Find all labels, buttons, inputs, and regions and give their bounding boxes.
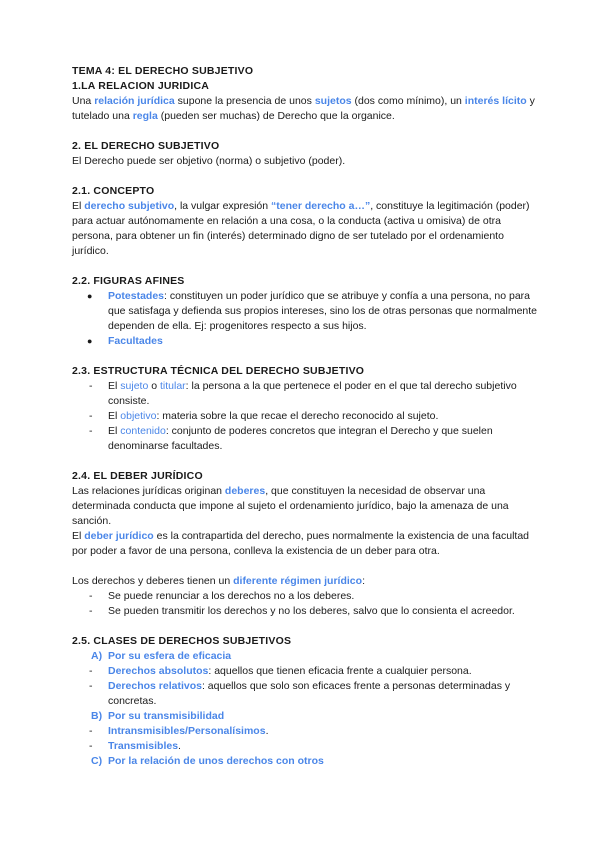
eficacia-list	[72, 664, 542, 709]
section-2-5-heading: 2.5. CLASES DE DERECHOS SUBJETIVOS	[72, 635, 292, 647]
section-2-1-paragraph: El derecho subjetivo, la vulgar expresión “tener derecho a…”, constituye la legitimación (poder) para actuar autónomamente en relación a una cosa, o la conducta (activa u omisiva) de otra persona, para obtener un fin (interés) determinado digno de ser tutelado por el ordenamiento jurídico.	[72, 200, 530, 257]
transmisibilidad-list	[72, 724, 542, 754]
section-1-paragraph: Una relación jurídica supone la presencia de unos sujetos (dos como mínimo), un interés lícito y tutelado una regla (pueden ser muchas) de Derecho que la organice.	[72, 95, 535, 122]
list-item: ● Facultades	[72, 334, 542, 349]
section-2-heading: 2. EL DERECHO SUBJETIVO	[72, 140, 220, 152]
list-item: - Intransmisibles/Personalísimos.	[72, 724, 542, 739]
list-item: - El objetivo: materia sobre la que recae el derecho reconocido al sujeto.	[72, 409, 542, 424]
list-item: - Se pueden transmitir los derechos y no los deberes, salvo que lo consienta el acreedor.	[72, 604, 542, 619]
section-2-4-heading: 2.4. EL DEBER JURÍDICO	[72, 470, 203, 482]
document-page	[72, 64, 542, 769]
document-title: TEMA 4: EL DERECHO SUBJETIVO	[72, 65, 254, 77]
list-item: - Derechos absolutos: aquellos que tienen eficacia frente a cualquier persona.	[72, 664, 542, 679]
list-item: - El contenido: conjunto de poderes concretos que integran el Derecho y que suelen denominarse facultades.	[72, 424, 542, 454]
list-item: - Se puede renunciar a los derechos no a los deberes.	[72, 589, 542, 604]
list-item: - Derechos relativos: aquellos que solo son eficaces frente a personas determinadas y concretas.	[72, 679, 542, 709]
section-2-1-heading: 2.1. CONCEPTO	[72, 185, 155, 197]
subheading-a: A) Por su esfera de eficacia	[91, 650, 232, 662]
figuras-afines-list	[72, 289, 542, 349]
section-2-4-paragraph-3: Los derechos y deberes tienen un diferente régimen jurídico:	[72, 575, 365, 587]
list-item: ● Potestades: constituyen un poder jurídico que se atribuye y confía a una persona, no para que satisfaga y defienda sus propios intereses, sino los de otras personas que normalmente dependen de ella. Ej: progenitores respecto a sus hijos.	[72, 289, 542, 334]
section-2-3-heading: 2.3. ESTRUCTURA TÉCNICA DEL DERECHO SUBJETIVO	[72, 365, 365, 377]
list-item: - Transmisibles.	[72, 739, 542, 754]
section-2-4-paragraph-2: El deber jurídico es la contrapartida del derecho, pues normalmente la existencia de una facultad por poder a favor de una persona, conlleva la existencia de un deber para otra.	[72, 530, 530, 557]
list-item: - El sujeto o titular: la persona a la que pertenece el poder en el que tal derecho subjetivo consiste.	[72, 379, 542, 409]
section-2-2-heading: 2.2. FIGURAS AFINES	[72, 275, 185, 287]
regimen-list	[72, 589, 542, 619]
subheading-b: B) Por su transmisibilidad	[91, 710, 225, 722]
section-2-4-paragraph-1: Las relaciones jurídicas originan deberes, que constituyen la necesidad de observar una determinada conducta que impone al sujeto el ordenamiento jurídico, bajo la amenaza de una sanción.	[72, 485, 509, 527]
section-1-heading: 1.LA RELACION JURIDICA	[72, 80, 210, 92]
section-2-paragraph: El Derecho puede ser objetivo (norma) o subjetivo (poder).	[72, 155, 346, 167]
subheading-c: C) Por la relación de unos derechos con otros	[91, 755, 324, 767]
estructura-list	[72, 379, 542, 454]
